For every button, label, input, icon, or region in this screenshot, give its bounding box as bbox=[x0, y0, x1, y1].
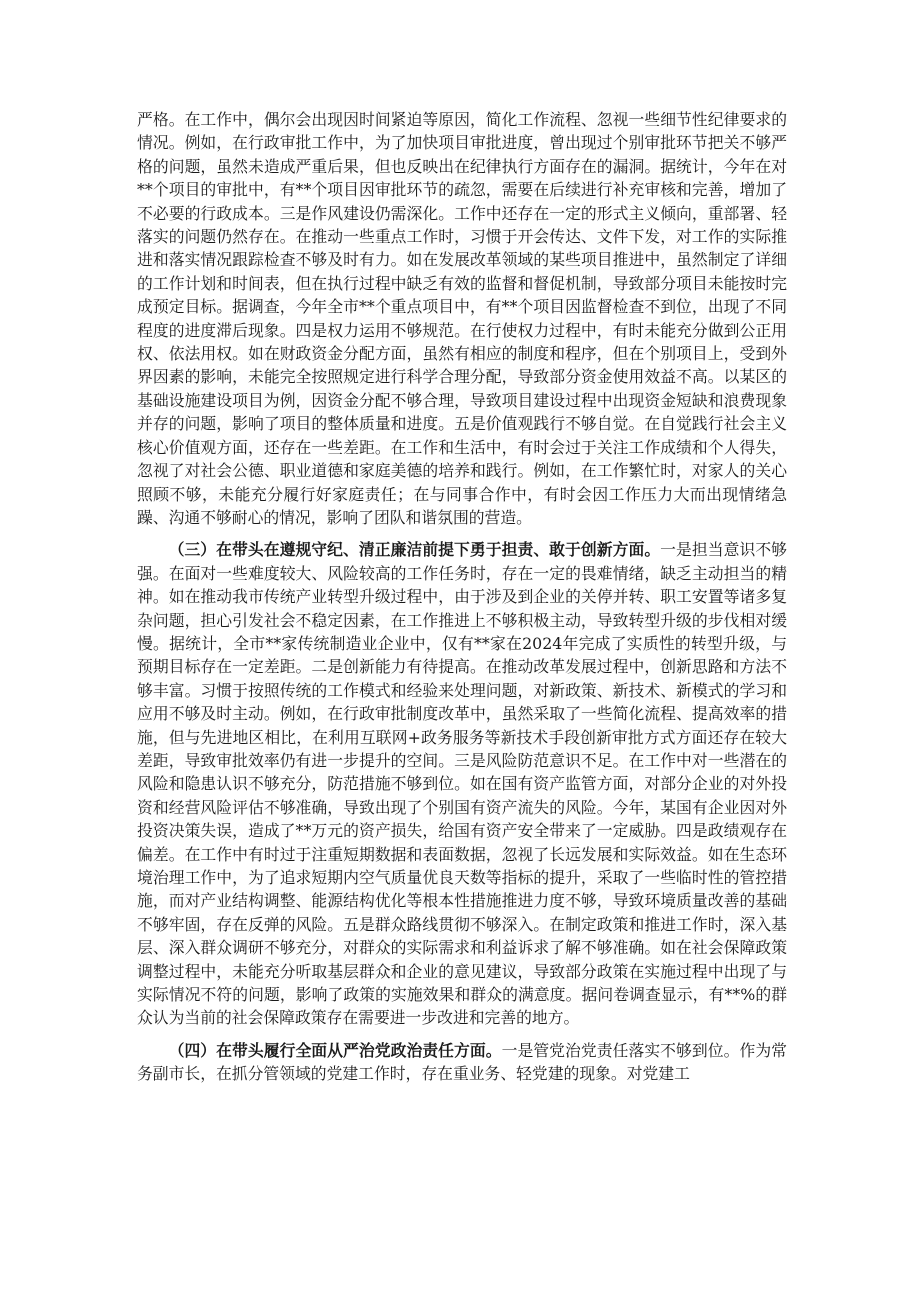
section-paragraph-4 bbox=[137, 1039, 787, 1086]
paragraph-body: 一是担当意识不够强。在面对一些难度较大、风险较高的工作任务时，存在一定的畏难情绪，缺乏主动担当的精神。如在推动我市传统产业转型升级过程中，由于涉及到企业的关停并转、职工安置等诸多复杂问题，担心引发社会不稳定因素，在工作推进上不够积极主动，导致转型升级的步伐相对缓慢。据统计，全市**家传统制造业企业中，仅有**家在2024年完成了实质性的转型升级，与预期目标存在一定差距。二是创新能力有待提高。在推动改革发展过程中，创新思路和方法不够丰富。习惯于按照传统的工作模式和经验来处理问题，对新政策、新技术、新模式的学习和应用不够及时主动。例如，在行政审批制度改革中，虽然采取了一些简化流程、提高效率的措施，但与先进地区相比，在利用互联网+政务服务等新技术手段创新审批方式方面还存在较大差距，导致审批效率仍有进一步提升的空间。三是风险防范意识不足。在工作中对一些潜在的风险和隐患认识不够充分，防范措施不够到位。如在国有资产监管方面，对部分企业的对外投资和经营风险评估不够准确，导致出现了个别国有资产流失的风险。今年，某国有企业因对外投资决策失误，造成了**万元的资产损失，给国有资产安全带来了一定威胁。四是政绩观存在偏差。在工作中有时过于注重短期数据和表面数据，忽视了长远发展和实际效益。如在生态环境治理工作中，为了追求短期内空气质量优良天数等指标的提升，采取了一些临时性的管控措施，而对产业结构调整、能源结构优化等根本性措施推进力度不够，导致环境质量改善的基础不够牢固，存在反弹的风险。五是群众路线贯彻不够深入。在制定政策和推进工作时，深入基层、深入群众调研不够充分，对群众的实际需求和利益诉求了解不够准确。如在社会保障政策调整过程中，未能充分听取基层群众和企业的意见建议，导致部分政策在实施过程中出现了与实际情况不符的问题，影响了政策的实施效果和群众的满意度。据问卷调查显示，有**%的群众认为当前的社会保障政策存在需要进一步改进和完善的地方。 bbox=[137, 540, 787, 1028]
section-heading-4: （四）在带头履行全面从严治党政治责任方面。 bbox=[168, 1040, 502, 1060]
section-paragraph-3 bbox=[137, 538, 787, 1030]
paragraph-continuation bbox=[137, 108, 787, 529]
document-page bbox=[137, 108, 787, 1086]
section-heading-3: （三）在带头在遵规守纪、清正廉洁前提下勇于担责、敢于创新方面。 bbox=[168, 540, 661, 560]
paragraph-body: 严格。在工作中，偶尔会出现因时间紧迫等原因，简化工作流程、忽视一些细节性纪律要求的情况。例如，在行政审批工作中，为了加快项目审批进度，曾出现过个别审批环节把关不够严格的问题，虽然未造成严重后果，但也反映出在纪律执行方面存在的漏洞。据统计，今年在对**个项目的审批中，有**个项目因审批环节的疏忽，需要在后续进行补充审核和完善，增加了不必要的行政成本。三是作风建设仍需深化。工作中还存在一定的形式主义倾向，重部署、轻落实的问题仍然存在。在推动一些重点工作时，习惯于开会传达、文件下发，对工作的实际推进和落实情况跟踪检查不够及时有力。如在发展改革领域的某些项目推进中，虽然制定了详细的工作计划和时间表，但在执行过程中缺乏有效的监督和督促机制，导致部分项目未能按时完成预定目标。据调查，今年全市**个重点项目中，有**个项目因监督检查不到位，出现了不同程度的进度滞后现象。四是权力运用不够规范。在行使权力过程中，有时未能充分做到公正用权、依法用权。如在财政资金分配方面，虽然有相应的制度和程序，但在个别项目上，受到外界因素的影响，未能完全按照规定进行科学合理分配，导致部分资金使用效益不高。以某区的基础设施建设项目为例，因资金分配不够合理，导致项目建设过程中出现资金短缺和浪费现象并存的问题，影响了项目的整体质量和进度。五是价值观践行不够自觉。在自觉践行社会主义核心价值观方面，还存在一些差距。在工作和生活中，有时会过于关注工作成绩和个人得失，忽视了对社会公德、职业道德和家庭美德的培养和践行。例如，在工作繁忙时，对家人的关心照顾不够，未能充分履行好家庭责任；在与同事合作中，有时会因工作压力大而出现情绪急躁、沟通不够耐心的情况，影响了团队和谐氛围的营造。 bbox=[137, 110, 787, 527]
paragraph-body: 一是管党治党责任落实不够到位。作为常务副市长，在抓分管领域的党建工作时，存在重业务、轻党建的现象。对党建工 bbox=[137, 1040, 787, 1084]
